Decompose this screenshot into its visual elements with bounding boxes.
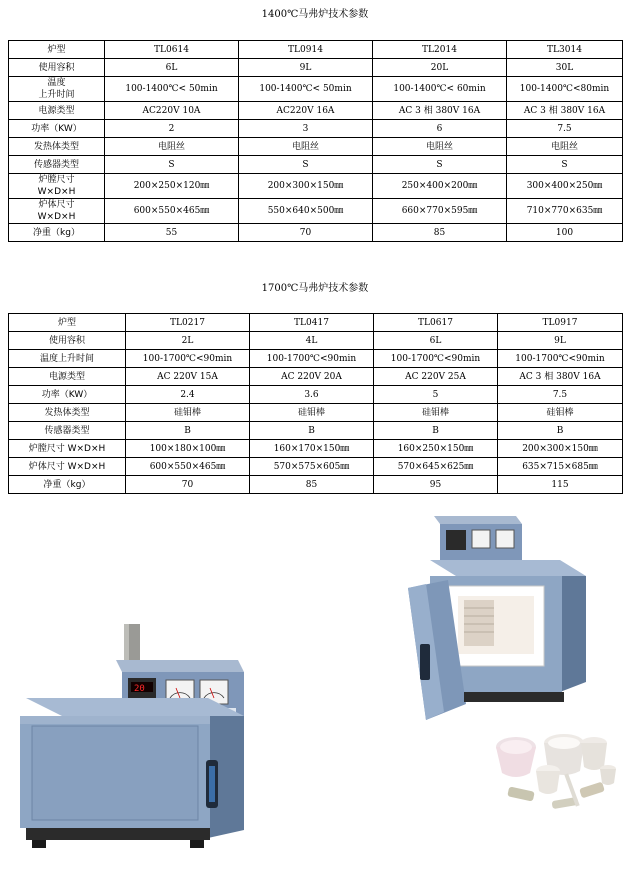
row-label-line: 发热体类型 (44, 407, 90, 418)
table-cell: S (239, 156, 373, 174)
table-row (9, 332, 623, 350)
table-cell: 570×645×625㎜ (374, 458, 498, 476)
row-label (9, 156, 105, 174)
table-cell: S (507, 156, 623, 174)
row-label-line: 功率（KW） (31, 123, 82, 134)
table-cell: TL3014 (507, 41, 623, 59)
crucibles-photo (494, 727, 620, 817)
table-row (9, 350, 623, 368)
row-label-line: 电源类型 (38, 105, 75, 116)
table-cell: S (105, 156, 239, 174)
row-label-line: 炉型 (57, 317, 76, 328)
row-label-line: 净重（kg） (43, 479, 91, 490)
table-cell: 100-1700℃<90min (374, 350, 498, 368)
table-cell: 600×550×465㎜ (105, 199, 239, 224)
row-label-line: 使用容积 (38, 62, 75, 73)
table-cell: 550×640×500㎜ (239, 199, 373, 224)
row-label (9, 59, 105, 77)
table-row (9, 404, 623, 422)
table-row (9, 458, 623, 476)
furnace-closed-photo (12, 620, 252, 850)
row-label-line: W×D×H (37, 212, 76, 222)
row-label (9, 458, 126, 476)
table2-title: 1700℃马弗炉技术参数 (261, 283, 369, 294)
table-cell: 2 (105, 120, 239, 138)
table-row (9, 314, 623, 332)
table-cell: 660×770×595㎜ (373, 199, 507, 224)
table-row (9, 368, 623, 386)
table-cell: 9L (239, 59, 373, 77)
row-label (9, 350, 126, 368)
row-label-line: 发热体类型 (33, 141, 79, 152)
row-label (9, 199, 105, 224)
table-cell: TL0914 (239, 41, 373, 59)
table-cell: 570×575×605㎜ (250, 458, 374, 476)
row-label (9, 314, 126, 332)
table-cell: 30L (507, 59, 623, 77)
table-row (9, 41, 623, 59)
table-cell: 电阻丝 (105, 138, 239, 156)
table-row (9, 138, 623, 156)
table-row (9, 174, 623, 199)
row-label (9, 476, 126, 494)
table-cell: 100×180×100㎜ (126, 440, 250, 458)
table-cell: 硅钼棒 (374, 404, 498, 422)
table-cell: 6L (374, 332, 498, 350)
row-label-line: 使用容积 (48, 335, 85, 346)
table-row (9, 156, 623, 174)
table-cell: 600×550×465㎜ (126, 458, 250, 476)
table-row (9, 199, 623, 224)
row-label (9, 404, 126, 422)
row-label (9, 440, 126, 458)
furnace-open-photo (400, 514, 590, 724)
table-cell: B (374, 422, 498, 440)
table-cell: 3 (239, 120, 373, 138)
row-label-line: 炉体尺寸 W×D×H (28, 461, 106, 472)
table-cell: 7.5 (507, 120, 623, 138)
row-label (9, 386, 126, 404)
row-label-line: 电源类型 (48, 371, 85, 382)
table-cell: 2.4 (126, 386, 250, 404)
table-cell: 85 (373, 224, 507, 242)
table-cell: 6L (105, 59, 239, 77)
row-label (9, 102, 105, 120)
furnace-base (26, 828, 210, 840)
table-cell: 200×250×120㎜ (105, 174, 239, 199)
table-cell: 电阻丝 (507, 138, 623, 156)
spec-table-1400 (8, 40, 623, 242)
row-label (9, 138, 105, 156)
table-cell: 100-1700℃<90min (250, 350, 374, 368)
door-handle (420, 644, 430, 680)
table-cell: AC220V 10A (105, 102, 239, 120)
table-cell: 9L (498, 332, 623, 350)
row-label-line: 净重（kg） (33, 227, 80, 238)
table-cell: 635×715×685㎜ (498, 458, 623, 476)
row-label-line: 炉膛尺寸 (38, 175, 75, 185)
table1-title: 1400℃马弗炉技术参数 (261, 9, 369, 20)
table-row (9, 440, 623, 458)
table-cell: B (498, 422, 623, 440)
table-cell: AC 220V 20A (250, 368, 374, 386)
table-cell: 95 (374, 476, 498, 494)
row-label-line: 功率（KW） (41, 389, 93, 400)
row-label-line: 传感器类型 (33, 159, 79, 170)
table-cell: 7.5 (498, 386, 623, 404)
row-label-line: 温度 (47, 78, 66, 88)
row-label (9, 120, 105, 138)
table-cell: 硅钼棒 (126, 404, 250, 422)
table-cell: 300×400×250㎜ (507, 174, 623, 199)
table-cell: 70 (239, 224, 373, 242)
row-label (9, 368, 126, 386)
furnace-base (464, 692, 564, 702)
table-cell: 85 (250, 476, 374, 494)
row-label-line: 上升时间 (38, 90, 75, 100)
table-row (9, 476, 623, 494)
spec-table-1700 (8, 313, 623, 494)
table-cell: 100-1400℃< 50min (239, 77, 373, 102)
table-cell: 5 (374, 386, 498, 404)
table-cell: TL0217 (126, 314, 250, 332)
table-row (9, 102, 623, 120)
table-cell: 电阻丝 (373, 138, 507, 156)
row-label-line: 温度上升时间 (39, 353, 94, 364)
table-cell: 160×250×150㎜ (374, 440, 498, 458)
table-cell: 710×770×635㎜ (507, 199, 623, 224)
table-cell: 2L (126, 332, 250, 350)
table-cell: 160×170×150㎜ (250, 440, 374, 458)
table-cell: AC 3 相 380V 16A (498, 368, 623, 386)
controller-display: 20 (134, 684, 145, 694)
table-cell: 55 (105, 224, 239, 242)
table-cell: 100-1700℃<90min (126, 350, 250, 368)
row-label (9, 41, 105, 59)
table-cell: 100-1400℃<80min (507, 77, 623, 102)
table-row (9, 59, 623, 77)
table-cell: 200×300×150㎜ (498, 440, 623, 458)
row-label (9, 174, 105, 199)
table-cell: B (250, 422, 374, 440)
table-cell: 4L (250, 332, 374, 350)
table-cell: AC 220V 15A (126, 368, 250, 386)
table-row (9, 77, 623, 102)
row-label (9, 77, 105, 102)
table-cell: TL0614 (105, 41, 239, 59)
table-cell: TL2014 (373, 41, 507, 59)
table-cell: 100-1400℃< 60min (373, 77, 507, 102)
furnace-body (20, 698, 244, 838)
table-row (9, 422, 623, 440)
table-cell: 硅钼棒 (250, 404, 374, 422)
table-cell: 115 (498, 476, 623, 494)
table-cell: 200×300×150㎜ (239, 174, 373, 199)
controller-box (434, 516, 522, 564)
row-label-line: 炉体尺寸 (38, 200, 75, 210)
row-label-line: 传感器类型 (44, 425, 90, 436)
table-row (9, 120, 623, 138)
table-cell: 70 (126, 476, 250, 494)
table-cell: S (373, 156, 507, 174)
table-cell: AC220V 16A (239, 102, 373, 120)
table-cell: 电阻丝 (239, 138, 373, 156)
table-cell: 100-1400℃< 50min (105, 77, 239, 102)
table-row (9, 224, 623, 242)
row-label (9, 422, 126, 440)
table-row (9, 386, 623, 404)
row-label (9, 224, 105, 242)
table-cell: 250×400×200㎜ (373, 174, 507, 199)
row-label-line: 炉膛尺寸 W×D×H (28, 443, 106, 454)
table-cell: TL0417 (250, 314, 374, 332)
table-cell: TL0617 (374, 314, 498, 332)
table-cell: 硅钼棒 (498, 404, 623, 422)
table-cell: TL0917 (498, 314, 623, 332)
table-cell: 3.6 (250, 386, 374, 404)
row-label (9, 332, 126, 350)
table-cell: 100-1700℃<90min (498, 350, 623, 368)
table-cell: AC 3 相 380V 16A (373, 102, 507, 120)
table-cell: B (126, 422, 250, 440)
table-cell: AC 3 相 380V 16A (507, 102, 623, 120)
table-cell: 6 (373, 120, 507, 138)
table-cell: AC 220V 25A (374, 368, 498, 386)
table-cell: 20L (373, 59, 507, 77)
row-label-line: W×D×H (37, 187, 76, 197)
row-label-line: 炉型 (47, 44, 66, 55)
table-cell: 100 (507, 224, 623, 242)
